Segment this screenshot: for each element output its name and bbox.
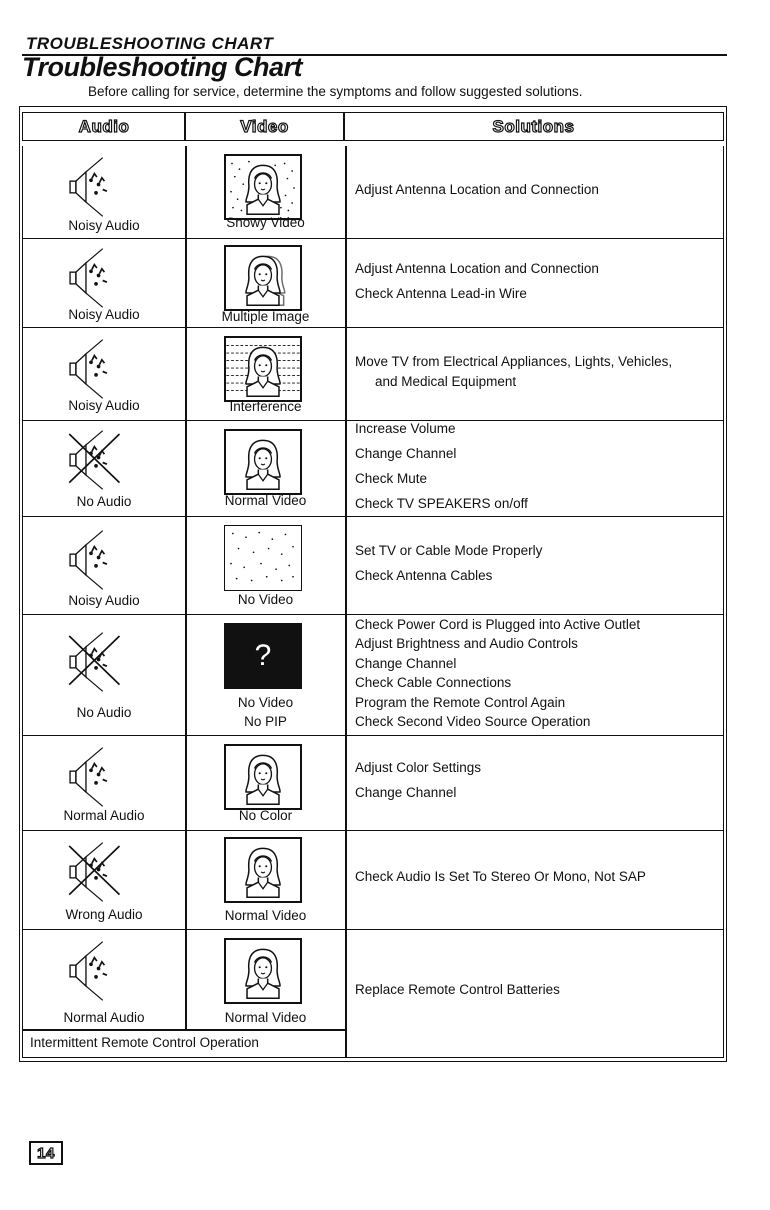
solution-line: Change Channel — [355, 656, 457, 671]
solution-line: Change Channel — [355, 446, 457, 461]
audio-symptom: No Audio — [76, 494, 132, 509]
solution-line: Check Power Cord is Plugged into Active Outlet — [355, 617, 641, 632]
video-symptom: Interference — [229, 399, 302, 414]
table-row — [22, 239, 724, 328]
solution-line: Check Antenna Lead-in Wire — [355, 286, 527, 301]
solution-line: Check Cable Connections — [355, 675, 512, 690]
solution-line: Adjust Antenna Location and Connection — [355, 182, 599, 197]
solution-line: Adjust Antenna Location and Connection — [355, 261, 599, 276]
audio-column-title: Audio — [78, 116, 130, 136]
solution-line: Check Audio Is Set To Stereo Or Mono, Not SAP — [355, 869, 646, 884]
tv-normal-icon — [224, 429, 302, 495]
tv-no-video-icon — [224, 525, 302, 591]
solution-line: Change Channel — [355, 785, 457, 800]
tv-multiple-image-icon — [224, 245, 302, 311]
speaker-icon — [61, 338, 121, 400]
video-column-title: Video — [240, 116, 289, 136]
tv-normal-icon — [224, 837, 302, 903]
audio-symptom: Noisy Audio — [68, 218, 140, 233]
page-number — [29, 1141, 63, 1165]
audio-symptom: Noisy Audio — [68, 307, 140, 322]
solutions-column-title: Solutions — [492, 116, 575, 136]
intro-text: Before calling for service, determine the symptoms and follow suggested solutions. — [88, 84, 583, 99]
table-row — [22, 615, 724, 736]
video-column-header — [184, 112, 345, 141]
audio-symptom: Wrong Audio — [65, 907, 143, 922]
table-row — [22, 736, 724, 831]
solution-line: Set TV or Cable Mode Properly — [355, 543, 543, 558]
tv-snowy-icon — [224, 154, 302, 220]
video-symptom: No Color — [238, 808, 293, 823]
video-symptom: Multiple Image — [221, 309, 310, 324]
solution-line: Check Mute — [355, 471, 428, 486]
solution-line: Check TV SPEAKERS on/off — [355, 496, 528, 511]
table-row — [22, 328, 724, 421]
table-row — [22, 421, 724, 517]
audio-symptom: No Audio — [76, 705, 132, 720]
solution-line: Check Antenna Cables — [355, 568, 493, 583]
video-symptom: Normal Video — [224, 908, 307, 923]
audio-column-header — [22, 112, 186, 141]
tv-interference-icon — [224, 336, 302, 402]
audio-symptom: Noisy Audio — [68, 398, 140, 413]
tv-normal-icon — [224, 938, 302, 1004]
solution-line: Replace Remote Control Batteries — [355, 982, 560, 997]
solution-line: Program the Remote Control Again — [355, 695, 566, 710]
page-title: Troubleshooting Chart — [22, 52, 302, 82]
video-symptom: Normal Video — [224, 1010, 307, 1025]
solution-line: Increase Volume — [355, 421, 456, 436]
video-symptom-secondary: No PIP — [244, 714, 287, 729]
audio-symptom: Noisy Audio — [68, 593, 140, 608]
section-label: TROUBLESHOOTING CHART — [26, 34, 274, 53]
table-row — [22, 146, 724, 239]
speaker-icon — [61, 247, 121, 309]
solution-line: Check Second Video Source Operation — [355, 714, 591, 729]
video-symptom: No Video — [237, 695, 294, 710]
speaker-muted-icon — [61, 429, 121, 491]
video-symptom: Snowy Video — [226, 215, 305, 230]
footer-symptom: Intermittent Remote Control Operation — [30, 1035, 259, 1050]
solution-line: Move TV from Electrical Appliances, Lights, Vehicles, — [355, 354, 673, 369]
table-row — [22, 517, 724, 615]
speaker-icon — [61, 529, 121, 591]
speaker-icon — [61, 156, 121, 218]
solution-line: and Medical Equipment — [375, 374, 517, 389]
tv-blank-icon — [224, 623, 302, 689]
solution-line: Adjust Brightness and Audio Controls — [355, 636, 578, 651]
speaker-muted-icon — [61, 631, 121, 693]
page-number-value: 14 — [37, 1144, 55, 1162]
solutions-column-header — [343, 112, 724, 141]
speaker-icon — [61, 940, 121, 1002]
video-symptom: Normal Video — [224, 493, 307, 508]
question-mark-icon: ? — [254, 639, 272, 672]
video-symptom: No Video — [237, 592, 294, 607]
speaker-icon — [61, 746, 121, 808]
speaker-muted-icon — [61, 841, 121, 903]
audio-symptom: Normal Audio — [63, 808, 145, 823]
table-row — [22, 831, 724, 930]
tv-no-color-icon — [224, 744, 302, 810]
audio-symptom: Normal Audio — [63, 1010, 145, 1025]
solution-line: Adjust Color Settings — [355, 760, 482, 775]
